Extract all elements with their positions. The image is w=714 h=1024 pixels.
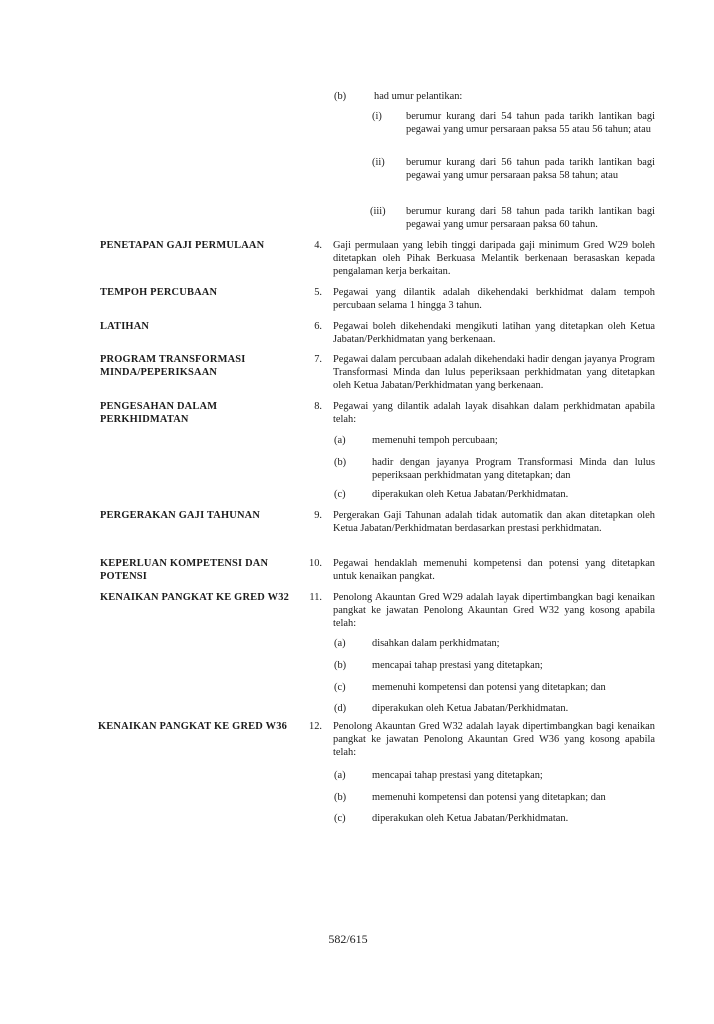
- intro-b-marker: (b): [334, 91, 347, 102]
- list-item-text: mencapai tahap prestasi yang ditetapkan;: [372, 770, 543, 781]
- section-text: Pegawai hendaklah memenuhi kompetensi dan potensi yang ditetapkan untuk kenaikan pangkat.: [333, 558, 655, 582]
- section-text: Pegawai yang dilantik adalah dikehendaki berkhidmat dalam tempoh percubaan selama 1 hingga 3 tahun.: [333, 287, 655, 311]
- list-item-marker: (d): [334, 703, 347, 714]
- intro-b-text: had umur pelantikan:: [374, 91, 463, 102]
- section-heading: TEMPOH PERCUBAAN: [100, 287, 218, 298]
- section-text: Penolong Akauntan Gred W32 adalah layak dipertimbangkan bagi kenaikan pangkat ke jawatan Penolong Akauntan Gred W36 yang kosong apabila telah:: [333, 721, 655, 758]
- list-item-marker: (b): [334, 660, 347, 671]
- section-text: Pegawai yang dilantik adalah layak disahkan dalam perkhidmatan apabila telah:: [333, 401, 655, 425]
- list-item-text: diperakukan oleh Ketua Jabatan/Perkhidmatan.: [372, 703, 569, 714]
- list-item-marker: (a): [334, 770, 346, 781]
- section-text: Pergerakan Gaji Tahunan adalah tidak automatik dan akan ditetapkan oleh Ketua Jabatan/Perkhidmatan berdasarkan prestasi perkhidmatan.: [333, 510, 655, 534]
- intro-item-text: berumur kurang dari 56 tahun pada tarikh lantikan bagi pegawai yang umur persaraan paksa 58 tahun; atau: [406, 157, 655, 181]
- section-number: 4.: [314, 240, 322, 251]
- section-text: Penolong Akauntan Gred W29 adalah layak dipertimbangkan bagi kenaikan pangkat ke jawatan Penolong Akauntan Gred W32 yang kosong apabila telah:: [333, 592, 655, 629]
- section-number: 12.: [309, 721, 322, 732]
- list-item-marker: (c): [334, 489, 346, 500]
- section-heading: KENAIKAN PANGKAT KE GRED W36: [98, 721, 287, 732]
- section-number: 6.: [314, 321, 322, 332]
- section-heading: LATIHAN: [100, 321, 150, 332]
- list-item-text: disahkan dalam perkhidmatan;: [372, 638, 500, 649]
- list-item-marker: (c): [334, 813, 346, 824]
- section-number: 9.: [314, 510, 322, 521]
- section-text: Pegawai boleh dikehendaki mengikuti latihan yang ditetapkan oleh Ketua Jabatan/Perkhidmatan yang berkenaan.: [333, 321, 655, 345]
- section-heading: PENGESAHAN DALAM PERKHIDMATAN: [100, 401, 218, 425]
- list-item-text: memenuhi kompetensi dan potensi yang ditetapkan; dan: [372, 682, 606, 693]
- list-item-marker: (b): [334, 792, 347, 803]
- intro-item-text: berumur kurang dari 54 tahun pada tarikh lantikan bagi pegawai yang umur persaraan paksa 55 atau 56 tahun; atau: [406, 111, 655, 135]
- list-item-text: mencapai tahap prestasi yang ditetapkan;: [372, 660, 543, 671]
- section-text: Pegawai dalam percubaan adalah dikehendaki hadir dengan jayanya Program Transformasi Minda dan lulus peperiksaan perkhidmatan yang ditetapkan oleh Ketua Jabatan/Perkhidmatan yang berkenaan.: [333, 354, 655, 391]
- intro-item-marker: (ii): [372, 157, 385, 168]
- section-number: 7.: [314, 354, 322, 365]
- section-heading: KEPERLUAN KOMPETENSI DAN POTENSI: [100, 558, 269, 582]
- intro-item-marker: (iii): [370, 206, 386, 217]
- list-item-text: hadir dengan jayanya Program Transformasi Minda dan lulus peperiksaan perkhidmatan yang ditetapkan; dan: [372, 457, 655, 481]
- list-item-text: diperakukan oleh Ketua Jabatan/Perkhidmatan.: [372, 813, 569, 824]
- section-number: 10.: [309, 558, 322, 569]
- section-heading: PERGERAKAN GAJI TAHUNAN: [100, 510, 261, 521]
- section-number: 11.: [309, 592, 322, 603]
- section-number: 8.: [314, 401, 322, 412]
- list-item-text: memenuhi tempoh percubaan;: [372, 435, 498, 446]
- section-number: 5.: [314, 287, 322, 298]
- list-item-marker: (b): [334, 457, 347, 468]
- list-item-marker: (a): [334, 638, 346, 649]
- list-item-text: memenuhi kompetensi dan potensi yang ditetapkan; dan: [372, 792, 606, 803]
- page-number: 582/615: [328, 932, 368, 946]
- section-text: Gaji permulaan yang lebih tinggi daripada gaji minimum Gred W29 boleh ditetapkan oleh Pihak Berkuasa Melantik berkenaan berasaskan kepada pengalaman kerja berkaitan.: [333, 240, 655, 277]
- list-item-marker: (a): [334, 435, 346, 446]
- section-heading: PROGRAM TRANSFORMASI MINDA/PEPERIKSAAN: [100, 354, 246, 378]
- section-heading: KENAIKAN PANGKAT KE GRED W32: [100, 592, 289, 603]
- intro-item-text: berumur kurang dari 58 tahun pada tarikh lantikan bagi pegawai yang umur persaraan paksa 60 tahun.: [406, 206, 655, 230]
- list-item-marker: (c): [334, 682, 346, 693]
- section-heading: PENETAPAN GAJI PERMULAAN: [100, 240, 265, 251]
- list-item-text: diperakukan oleh Ketua Jabatan/Perkhidmatan.: [372, 489, 569, 500]
- intro-item-marker: (i): [372, 111, 382, 122]
